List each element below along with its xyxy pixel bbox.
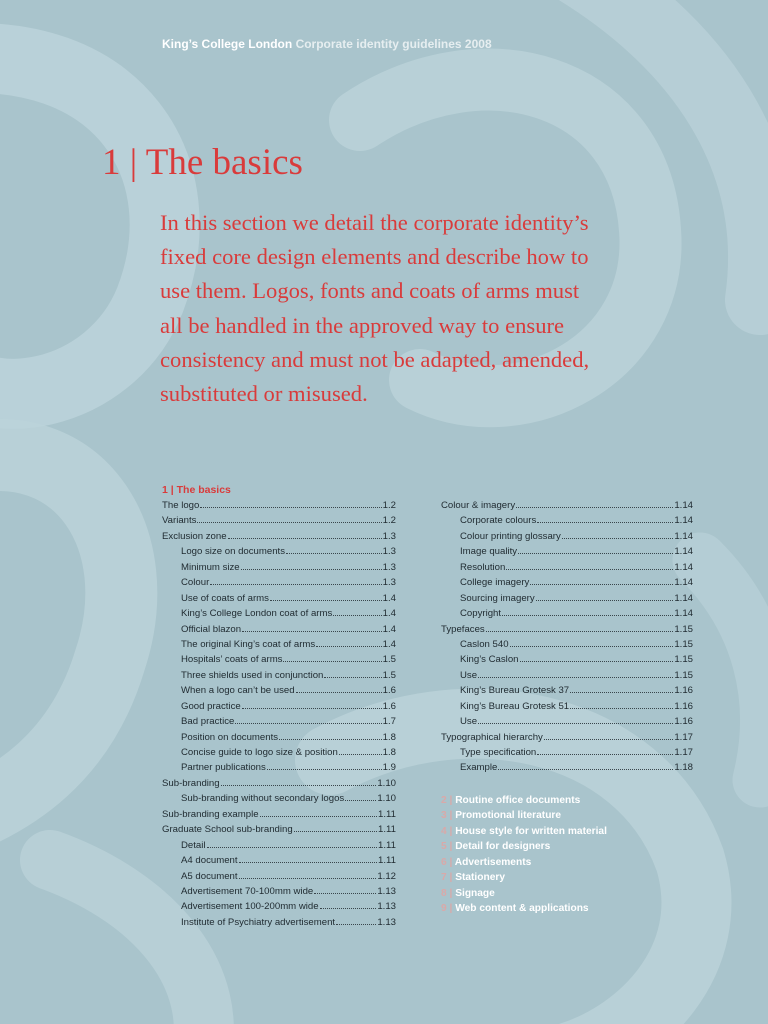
toc-entry-label: Corporate colours bbox=[460, 515, 537, 527]
toc-entry-page: 1.8 bbox=[382, 747, 396, 758]
toc-entry bbox=[162, 652, 396, 667]
toc-leader-dots bbox=[239, 853, 377, 863]
toc-entry bbox=[162, 776, 396, 791]
section-title: 1 | The basics bbox=[102, 142, 303, 183]
toc-entry-label: A5 document bbox=[181, 870, 238, 882]
toc-entry bbox=[441, 668, 693, 683]
toc-entry bbox=[162, 807, 396, 822]
other-section-item bbox=[441, 901, 607, 916]
toc-entry-page: 1.7 bbox=[382, 716, 396, 728]
toc-entry bbox=[162, 915, 396, 930]
toc-entry-page: 1.14 bbox=[674, 561, 693, 573]
toc-entry bbox=[162, 606, 396, 621]
toc-entry-page: 1.11 bbox=[378, 855, 396, 867]
other-section-label: Advertisements bbox=[452, 856, 532, 868]
toc-leader-dots bbox=[200, 498, 381, 508]
toc-entry bbox=[162, 714, 396, 729]
toc-leader-dots bbox=[207, 838, 378, 848]
toc-entry-page: 1.5 bbox=[382, 669, 396, 681]
toc-entry-label: Use bbox=[460, 669, 478, 681]
other-section-number: 2 | bbox=[441, 795, 453, 806]
toc-entry-page: 1.6 bbox=[382, 700, 396, 712]
toc-leader-dots bbox=[537, 513, 673, 523]
toc-leader-dots bbox=[345, 791, 376, 801]
toc-entry-label: Sub-branding bbox=[162, 777, 220, 789]
document-subtitle: Corporate identity guidelines 2008 bbox=[295, 37, 492, 51]
toc-entry bbox=[441, 575, 693, 590]
toc-entry-page: 1.18 bbox=[674, 762, 693, 774]
toc-entry bbox=[162, 730, 396, 745]
other-section-item bbox=[441, 839, 607, 854]
other-section-label: Stationery bbox=[452, 872, 506, 884]
toc-leader-dots bbox=[260, 807, 377, 817]
toc-entry-label: Copyright bbox=[460, 608, 502, 620]
toc-leader-dots bbox=[267, 760, 382, 770]
toc-entry-page: 1.5 bbox=[382, 654, 396, 666]
toc-entry-page: 1.12 bbox=[377, 870, 396, 882]
toc-leader-dots bbox=[241, 560, 382, 570]
toc-entry-page: 1.2 bbox=[382, 515, 396, 527]
toc-leader-dots bbox=[320, 899, 377, 909]
toc-entry-label: Bad practice bbox=[181, 716, 235, 728]
toc-entry-page: 1.2 bbox=[382, 500, 396, 511]
toc-entry-page: 1.14 bbox=[674, 515, 693, 527]
toc-entry bbox=[162, 822, 396, 837]
other-section-label: Web content & applications bbox=[452, 903, 589, 915]
toc-entry-label: King’s Bureau Grotesk 37 bbox=[460, 685, 570, 697]
toc-entry-label: When a logo can’t be used bbox=[181, 685, 295, 697]
toc-leader-dots bbox=[544, 730, 673, 740]
toc-entry-page: 1.10 bbox=[377, 777, 396, 789]
toc-entry-label: Sourcing imagery bbox=[460, 592, 535, 604]
toc-leader-dots bbox=[333, 606, 381, 616]
toc-entry bbox=[162, 668, 396, 683]
toc-leader-dots bbox=[270, 591, 382, 601]
toc-entry-page: 1.3 bbox=[382, 561, 396, 573]
toc-entry bbox=[441, 622, 693, 637]
toc-entry-label: Typographical hierarchy bbox=[441, 731, 543, 743]
toc-entry bbox=[441, 591, 693, 606]
toc-entry-page: 1.3 bbox=[382, 530, 396, 542]
toc-entry-page: 1.16 bbox=[674, 685, 693, 697]
other-section-number: 7 | bbox=[441, 872, 453, 884]
toc-entry-label: The logo bbox=[162, 500, 200, 511]
toc-entry-label: Colour printing glossary bbox=[460, 530, 561, 542]
toc-entry-label: Minimum size bbox=[181, 561, 240, 573]
toc-leader-dots bbox=[537, 745, 673, 755]
toc-entry bbox=[162, 544, 396, 559]
toc-entry-page: 1.9 bbox=[382, 762, 396, 774]
toc-entry-page: 1.14 bbox=[674, 500, 693, 511]
toc-leader-dots bbox=[336, 915, 376, 925]
toc-entry bbox=[162, 498, 396, 513]
toc-leader-dots bbox=[324, 668, 381, 678]
toc-entry-label: Detail bbox=[181, 839, 206, 851]
toc-entry bbox=[162, 637, 396, 652]
toc-entry-page: 1.10 bbox=[377, 793, 396, 805]
toc-leader-dots bbox=[339, 745, 382, 755]
toc-entry bbox=[162, 899, 396, 914]
toc-leader-dots bbox=[242, 699, 382, 709]
toc-entry bbox=[162, 683, 396, 698]
toc-leader-dots bbox=[279, 730, 382, 740]
toc-entry-label: Colour bbox=[181, 577, 210, 589]
toc-leader-dots bbox=[498, 760, 673, 770]
toc-entry-label: King’s College London coat of arms bbox=[181, 608, 333, 620]
toc-leader-dots bbox=[502, 606, 673, 616]
toc-entry-label: A4 document bbox=[181, 855, 238, 867]
other-section-number: 8 | bbox=[441, 887, 453, 899]
toc-entry-page: 1.11 bbox=[378, 839, 396, 851]
toc-leader-dots bbox=[486, 622, 674, 632]
toc-entry-page: 1.17 bbox=[674, 731, 693, 743]
toc-leader-dots bbox=[210, 575, 381, 585]
toc-leader-dots bbox=[221, 776, 377, 786]
other-sections-list bbox=[441, 793, 607, 917]
toc-entry-label: Example bbox=[460, 762, 498, 774]
other-section-item bbox=[441, 886, 607, 901]
toc-entry-label: King’s Caslon bbox=[460, 654, 519, 666]
toc-entry-page: 1.17 bbox=[674, 747, 693, 758]
toc-entry-label: Advertisement 100-200mm wide bbox=[181, 901, 319, 913]
toc-entry bbox=[162, 575, 396, 590]
toc-entry bbox=[441, 683, 693, 698]
other-section-item bbox=[441, 793, 607, 808]
toc-entry bbox=[162, 622, 396, 637]
other-section-item bbox=[441, 808, 607, 823]
toc-entry bbox=[441, 529, 693, 544]
toc-entry-label: Caslon 540 bbox=[460, 638, 509, 650]
toc-entry bbox=[162, 853, 396, 868]
toc-leader-dots bbox=[286, 544, 382, 554]
toc-entry bbox=[162, 591, 396, 606]
toc-entry bbox=[162, 560, 396, 575]
other-section-item bbox=[441, 824, 607, 839]
toc-entry bbox=[162, 838, 396, 853]
toc-entry bbox=[441, 699, 693, 714]
toc-entry-label: Three shields used in conjunction bbox=[181, 669, 324, 681]
other-section-label: House style for written material bbox=[452, 825, 607, 837]
toc-entry-page: 1.15 bbox=[674, 623, 693, 635]
toc-entry-page: 1.3 bbox=[382, 577, 396, 589]
toc-entry-label: Resolution bbox=[460, 561, 506, 573]
toc-entry bbox=[441, 513, 693, 528]
toc-entry-label: Graduate School sub-branding bbox=[162, 824, 293, 836]
toc-leader-dots bbox=[197, 513, 381, 523]
toc-entry-label: Sub-branding without secondary logos bbox=[181, 793, 345, 805]
other-section-label: Signage bbox=[452, 887, 495, 899]
toc-heading: 1 | The basics bbox=[162, 484, 231, 496]
toc-entry-page: 1.11 bbox=[378, 808, 396, 820]
toc-left-column bbox=[162, 482, 396, 930]
toc-entry bbox=[162, 884, 396, 899]
toc-leader-dots bbox=[536, 591, 674, 601]
other-section-label: Detail for designers bbox=[452, 841, 551, 853]
toc-entry-label: Use of coats of arms bbox=[181, 592, 269, 604]
document-header bbox=[162, 37, 492, 51]
toc-entry-page: 1.13 bbox=[377, 916, 396, 928]
toc-leader-dots bbox=[520, 652, 674, 662]
toc-leader-dots bbox=[516, 498, 673, 508]
toc-entry-page: 1.15 bbox=[674, 669, 693, 681]
toc-entry bbox=[441, 498, 693, 513]
toc-entry-label: College imagery bbox=[460, 577, 530, 589]
toc-entry bbox=[441, 637, 693, 652]
other-section-number: 6 | bbox=[441, 856, 453, 868]
toc-entry-page: 1.4 bbox=[382, 608, 396, 620]
org-name: King’s College London bbox=[162, 37, 293, 51]
toc-entry-label: Institute of Psychiatry advertisement bbox=[181, 916, 336, 928]
toc-leader-dots bbox=[570, 699, 673, 709]
toc-leader-dots bbox=[530, 575, 673, 585]
toc-leader-dots bbox=[283, 652, 381, 662]
toc-entry bbox=[441, 606, 693, 621]
toc-entry-page: 1.14 bbox=[674, 577, 693, 589]
other-section-number: 9 | bbox=[441, 903, 453, 915]
toc-entry-label: Partner publications bbox=[181, 762, 266, 774]
other-section-item bbox=[441, 870, 607, 885]
toc-entry-page: 1.14 bbox=[674, 530, 693, 542]
toc-entry-label: Type specification bbox=[460, 747, 537, 758]
toc-entry-label: Concise guide to logo size & position bbox=[181, 747, 338, 758]
toc-entry bbox=[441, 560, 693, 575]
toc-entry-label: Typefaces bbox=[441, 623, 485, 635]
toc-leader-dots bbox=[316, 637, 381, 647]
toc-entry bbox=[441, 714, 693, 729]
toc-entry-page: 1.11 bbox=[378, 824, 396, 836]
toc-leader-dots bbox=[562, 529, 674, 539]
toc-entry-label: Image quality bbox=[460, 546, 518, 558]
toc-leader-dots bbox=[235, 714, 381, 724]
toc-leader-dots bbox=[510, 637, 674, 647]
toc-leader-dots bbox=[228, 529, 382, 539]
toc-leader-dots bbox=[478, 668, 673, 678]
toc-leader-dots bbox=[314, 884, 376, 894]
toc-entry-page: 1.15 bbox=[674, 638, 693, 650]
toc-entry-label: Hospitals’ coats of arms bbox=[181, 654, 283, 666]
toc-entry-page: 1.13 bbox=[377, 901, 396, 913]
intro-paragraph: In this section we detail the corporate identity’s fixed core design elements and describe how to use them. Logos, fonts and coats of arms must all be handled in the approved way to ensure consistency and must not be adapted, amended, substituted or misused. bbox=[160, 210, 590, 407]
other-section-number: 3 | bbox=[441, 810, 453, 822]
toc-leader-dots bbox=[242, 622, 382, 632]
toc-entry-label: Use bbox=[460, 716, 478, 728]
toc-leader-dots bbox=[294, 822, 377, 832]
toc-leader-dots bbox=[478, 714, 673, 724]
toc-entry-label: Colour & imagery bbox=[441, 500, 516, 511]
toc-entry-label: Exclusion zone bbox=[162, 530, 227, 542]
toc-entry-page: 1.15 bbox=[674, 654, 693, 666]
toc-entry-page: 1.14 bbox=[674, 608, 693, 620]
toc-entry-page: 1.3 bbox=[382, 546, 396, 558]
toc-entry-label: Good practice bbox=[181, 700, 241, 712]
toc-leader-dots bbox=[518, 544, 673, 554]
toc-right-column bbox=[441, 498, 693, 776]
toc-entry bbox=[162, 529, 396, 544]
toc-leader-dots bbox=[506, 560, 673, 570]
toc-entry-page: 1.14 bbox=[674, 546, 693, 558]
toc-leader-dots bbox=[239, 869, 377, 879]
toc-entry-label: King’s Bureau Grotesk 51 bbox=[460, 700, 570, 712]
other-section-label: Promotional literature bbox=[452, 810, 562, 822]
other-section-number: 4 | bbox=[441, 825, 453, 837]
toc-entry-label: Variants bbox=[162, 515, 197, 527]
other-section-number: 5 | bbox=[441, 841, 453, 853]
toc-entry-page: 1.16 bbox=[674, 716, 693, 728]
other-section-item bbox=[441, 855, 607, 870]
toc-leader-dots bbox=[296, 683, 382, 693]
other-section-label: Routine office documents bbox=[452, 795, 581, 806]
toc-leader-dots bbox=[570, 683, 673, 693]
toc-entry-label: Logo size on documents bbox=[181, 546, 285, 558]
toc-entry bbox=[162, 513, 396, 528]
toc-entry-label: Official blazon bbox=[181, 623, 242, 635]
toc-entry-page: 1.14 bbox=[674, 592, 693, 604]
toc-entry-page: 1.16 bbox=[674, 700, 693, 712]
toc-entry bbox=[162, 791, 396, 806]
toc-entry-page: 1.13 bbox=[377, 885, 396, 897]
toc-entry bbox=[441, 760, 693, 775]
toc-entry bbox=[441, 544, 693, 559]
toc-entry-page: 1.4 bbox=[382, 638, 396, 650]
toc-entry bbox=[441, 730, 693, 745]
toc-entry-label: Position on documents bbox=[181, 731, 279, 743]
toc-entry bbox=[441, 745, 693, 760]
toc-entry-page: 1.4 bbox=[382, 592, 396, 604]
toc-entry-page: 1.6 bbox=[382, 685, 396, 697]
toc-entry bbox=[162, 869, 396, 884]
toc-entry-label: The original King’s coat of arms bbox=[181, 638, 316, 650]
toc-entry bbox=[162, 745, 396, 760]
toc-entry-label: Sub-branding example bbox=[162, 808, 259, 820]
toc-entry bbox=[441, 652, 693, 667]
toc-entry-page: 1.4 bbox=[382, 623, 396, 635]
toc-entry bbox=[162, 699, 396, 714]
toc-entry bbox=[162, 760, 396, 775]
toc-entry-page: 1.8 bbox=[382, 731, 396, 743]
toc-entry-label: Advertisement 70-100mm wide bbox=[181, 885, 314, 897]
